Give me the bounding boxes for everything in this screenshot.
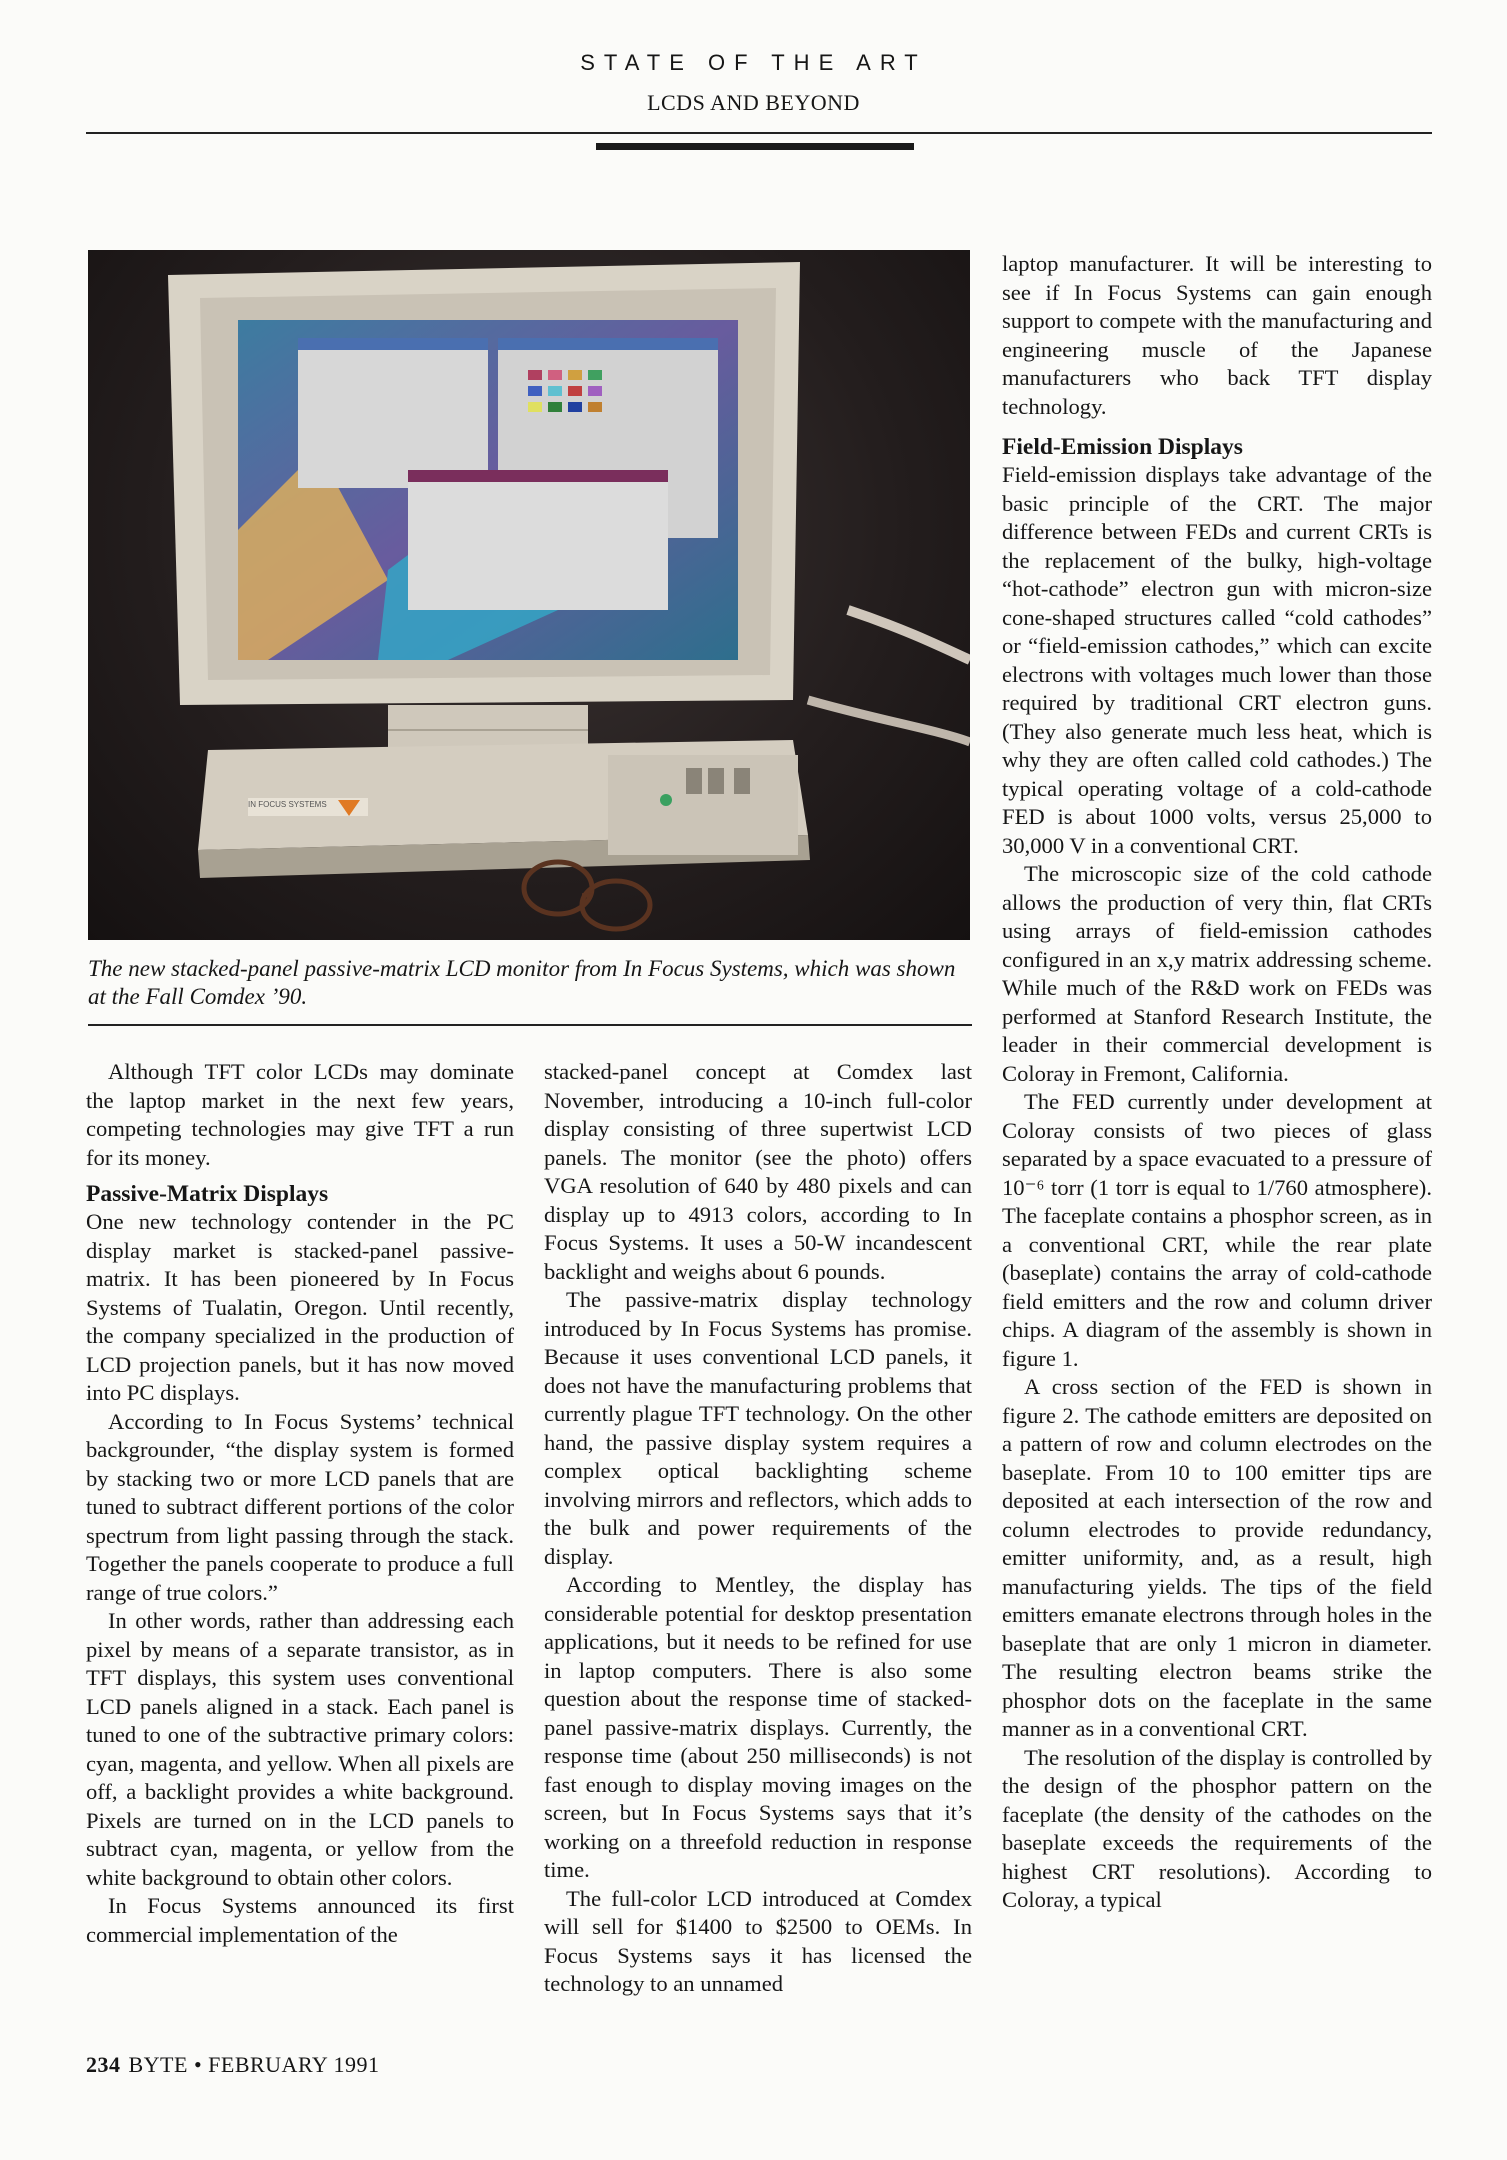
photo-caption: The new stacked-panel passive-matrix LCD monitor from In Focus Systems, which was shown at the Fall Comdex ’90.	[88, 956, 956, 1009]
paragraph: stacked-panel concept at Comdex last November, introducing a 10-inch full-color display consisting of three supertwist LCD panels. The monitor (see the photo) offers VGA resolution of 640 by 480 pixels and can display up to 4913 colors, according to In Focus Systems. It uses a 50-W incandescent backlight and weighs about 6 pounds.	[544, 1059, 972, 1284]
paragraph: laptop manufacturer. It will be interesting to see if In Focus Systems can gain enough support to compete with the manufacturing and engineering muscle of the Japanese manufacturers who back TFT display technology.	[1002, 251, 1432, 419]
section-header: STATE OF THE ART	[580, 50, 927, 75]
paragraph: Field-emission displays take advantage of the basic principle of the CRT. The major difference between FEDs and current CRTs is the replacement of the bulky, high-voltage “hot-cathode” electron gun with micron-size cone-shaped structures called “cold cathodes” or “field-emission cathodes,” which can excite electrons with voltages much lower than those required by traditional CRT electron guns. (They also generate much less heat, which is why they are often called cold cathodes.) The typical operating voltage of a cold-cathode FED is about 1000 volts, versus 25,000 to 30,000 V in a conventional CRT.	[1002, 462, 1432, 858]
article-column-2	[544, 1058, 972, 1999]
paragraph: The resolution of the display is controlled by the design of the phosphor pattern on the faceplate (the density of the cathodes on the baseplate exceeds the requirements of the highest CRT resolutions). According to Coloray, a typical	[1002, 1744, 1432, 1912]
paragraph: According to In Focus Systems’ technical backgrounder, “the display system is formed by stacking two or more LCD panels that are tuned to subtract different portions of the color spectrum from light passing through the stack. Together the panels cooperate to produce a full range of true colors.”	[86, 1408, 514, 1605]
section-heading-passive-matrix: Passive-Matrix Displays	[86, 1181, 329, 1207]
paragraph: In Focus Systems announced its first commercial implementation of the	[86, 1893, 514, 1947]
paragraph: A cross section of the FED is shown in figure 2. The cathode emitters are deposited on a pattern of row and column electrodes on the baseplate. From 10 to 100 emitter tips are deposited at each intersection of the row and column electrodes to provide redundancy, emitter uniformity, and, as a result, high manufacturing yields. The tips of the field emitters emanate electrons through holes in the baseplate that are only 1 micron in diameter. The resulting electron beams strike the phosphor dots on the faceplate in the same manner as in a conventional CRT.	[1002, 1374, 1432, 1741]
page-number: 234	[86, 2052, 121, 2077]
paragraph: The FED currently under development at Coloray consists of two pieces of glass separated by a space evacuated to a pressure of 10⁻⁶ torr (1 torr is equal to 1/760 atmosphere). The faceplate contains a phosphor screen, as in a conventional CRT, while the rear plate (baseplate) contains the array of cold-cathode field emitters and the row and column driver chips. A diagram of the assembly is shown in figure 1.	[1002, 1089, 1432, 1371]
paragraph: In other words, rather than addressing each pixel by means of a separate transistor, as in TFT displays, this system uses conventional LCD panels aligned in a stack. Each panel is tuned to one of the subtractive primary colors: cyan, magenta, and yellow. When all pixels are off, a backlight provides a white background. Pixels are turned on in the LCD panels to subtract cyan, magenta, or yellow from the white background to obtain other colors.	[86, 1608, 514, 1890]
lcd-monitor-photo	[88, 250, 970, 940]
paragraph: One new technology contender in the PC display market is stacked-panel passive-matrix. It has been pioneered by In Focus Systems of Tualatin, Oregon. Until recently, the company specialized in the production of LCD projection panels, but it has now moved into PC displays.	[86, 1209, 514, 1405]
page-footer	[86, 2052, 379, 2078]
paragraph: According to Mentley, the display has considerable potential for desktop presentation applications, but it needs to be refined for use in laptop computers. There is also some question about the response time of stacked-panel passive-matrix displays. Currently, the response time (about 250 milliseconds) is not fast enough to display moving images on the screen, but In Focus Systems says that it’s working on a threefold reduction in response time.	[544, 1572, 972, 1882]
publication-line: BYTE • FEBRUARY 1991	[128, 2052, 380, 2077]
brand-plate: IN FOCUS SYSTEMS	[248, 800, 327, 809]
paragraph: The microscopic size of the cold cathode allows the production of very thin, flat CRTs using arrays of field-emission cathodes configured in an x,y matrix addressing scheme. While much of the R&D work on FEDs was performed at Stanford Research Institute, the leader in their commercial development is Coloray in Fremont, California.	[1002, 861, 1432, 1086]
paragraph: Although TFT color LCDs may dominate the laptop market in the next few years, competing technologies may give TFT a run for its money.	[86, 1059, 514, 1170]
subsection-header: LCDS AND BEYOND	[647, 90, 860, 115]
paragraph: The full-color LCD introduced at Comdex will sell for $1400 to $2500 to OEMs. In Focus Systems says it has licensed the technology to an unnamed	[544, 1885, 972, 1996]
header-rule	[86, 132, 1432, 134]
paragraph: The passive-matrix display technology introduced by In Focus Systems has promise. Because it uses conventional LCD panels, it does not have the manufacturing problems that currently plague TFT technology. On the other hand, the passive display system requires a complex optical backlighting scheme involving mirrors and reflectors, which adds to the bulk and power requirements of the display.	[544, 1287, 972, 1569]
article-column-3	[1002, 250, 1432, 1915]
article-column-1	[86, 1058, 514, 1949]
section-heading-field-emission: Field-Emission Displays	[1002, 434, 1243, 460]
header-accent-bar	[596, 143, 914, 150]
caption-rule	[88, 1024, 972, 1026]
